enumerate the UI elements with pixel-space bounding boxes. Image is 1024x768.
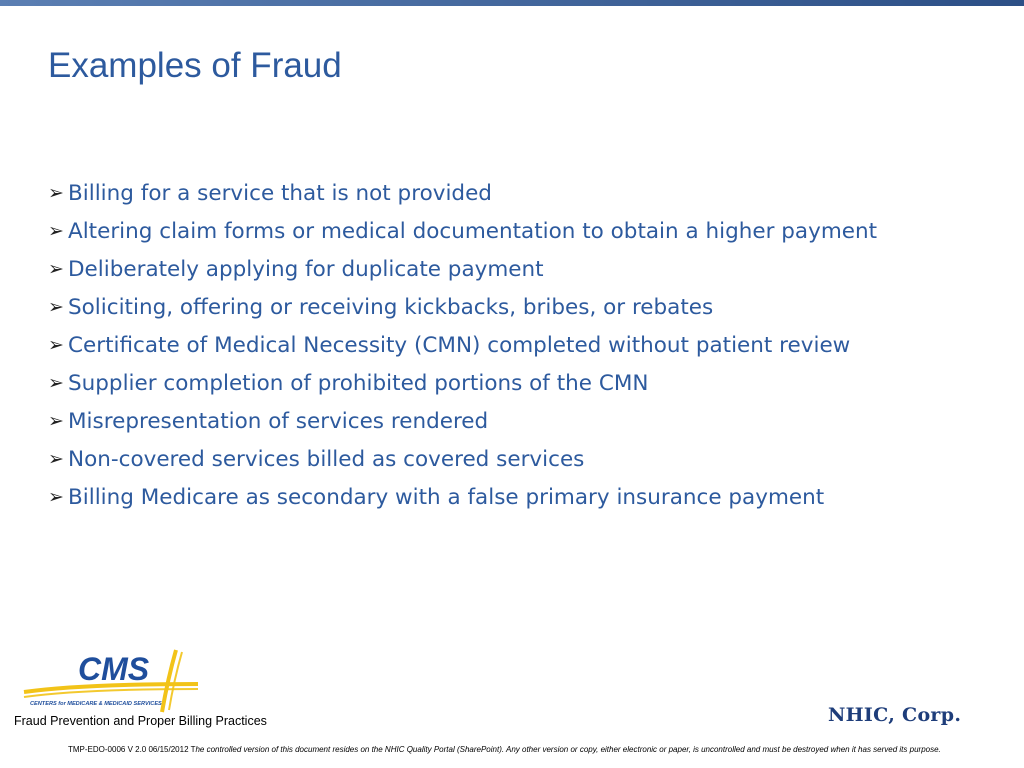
list-item	[48, 484, 948, 511]
list-item	[48, 218, 948, 245]
list-item	[48, 408, 948, 435]
list-item-text: Deliberately applying for duplicate payment	[68, 257, 544, 282]
list-item-text: Certificate of Medical Necessity (CMN) completed without patient review	[68, 333, 851, 358]
arrow-bullet-icon: ➢	[48, 486, 64, 508]
list-item	[48, 446, 948, 473]
list-item-text: Misrepresentation of services rendered	[68, 409, 489, 434]
list-item-text: Non-covered services billed as covered services	[68, 447, 585, 472]
list-item	[48, 180, 948, 207]
control-notice-text: he controlled version of this document resides on the NHIC Quality Portal (SharePoint). Any other version or copy, either electronic or paper, is uncontrolled and must be destroyed when it has served its purpose.	[195, 745, 941, 754]
arrow-bullet-icon: ➢	[48, 410, 64, 432]
footer-presentation-title: Fraud Prevention and Proper Billing Practices	[14, 714, 267, 728]
cms-logo-subtext: CENTERS for MEDICARE & MEDICAID SERVICES	[30, 701, 162, 707]
arrow-bullet-icon: ➢	[48, 448, 64, 470]
cms-logo-text: CMS	[78, 651, 150, 687]
arrow-bullet-icon: ➢	[48, 182, 64, 204]
list-item-text: Altering claim forms or medical documentation to obtain a higher payment	[68, 219, 878, 244]
arrow-bullet-icon: ➢	[48, 372, 64, 394]
list-item-text: Supplier completion of prohibited portions of the CMN	[68, 371, 649, 396]
list-item	[48, 294, 948, 321]
fraud-examples-list	[48, 180, 948, 522]
list-item-text: Soliciting, offering or receiving kickbacks, bribes, or rebates	[68, 295, 714, 320]
footer-control-notice	[22, 743, 1002, 756]
list-item	[48, 332, 948, 359]
list-item	[48, 370, 948, 397]
arrow-bullet-icon: ➢	[48, 296, 64, 318]
list-item	[48, 256, 948, 283]
document-id: TMP-EDO-0006 V 2.0 06/15/2012 T	[68, 745, 196, 754]
list-item-text: Billing for a service that is not provided	[68, 181, 492, 206]
arrow-bullet-icon: ➢	[48, 334, 64, 356]
slide-title: Examples of Fraud	[48, 46, 342, 85]
nhic-logo: NHIC, Corp.	[828, 704, 962, 726]
arrow-bullet-icon: ➢	[48, 258, 64, 280]
arrow-bullet-icon: ➢	[48, 220, 64, 242]
top-accent-bar	[0, 0, 1024, 6]
list-item-text: Billing Medicare as secondary with a false primary insurance payment	[68, 485, 825, 510]
cms-logo	[22, 648, 200, 714]
